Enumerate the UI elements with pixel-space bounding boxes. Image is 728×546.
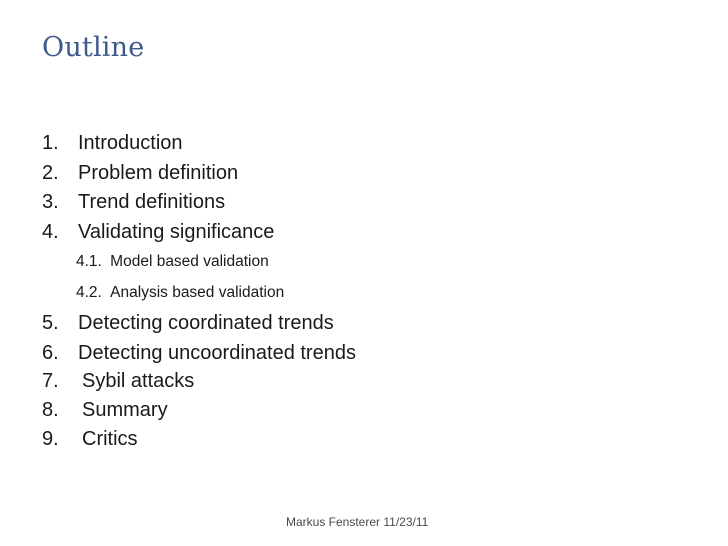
- outline-item-number: 4.2.: [76, 284, 102, 301]
- slide-title: Outline: [42, 32, 145, 63]
- outline-item-text: Detecting coordinated trends: [78, 312, 334, 334]
- outline-item-text: Validating significance: [78, 221, 275, 243]
- outline-item-number: 8.: [42, 399, 59, 421]
- outline-item-number: 7.: [42, 370, 59, 392]
- outline-item-number: 4.1.: [76, 253, 102, 270]
- outline-item-number: 3.: [42, 191, 59, 213]
- outline-item-text: Summary: [82, 399, 168, 421]
- outline-item-number: 6.: [42, 342, 59, 364]
- slide-footer: Markus Fensterer 11/23/11: [286, 515, 429, 529]
- outline-item-text: Model based validation: [110, 253, 269, 270]
- outline-item-text: Introduction: [78, 132, 183, 154]
- outline-item-text: Trend definitions: [78, 191, 226, 213]
- outline-subitem-4-1: [76, 253, 269, 273]
- outline-item-text: Sybil attacks: [82, 370, 195, 392]
- outline-item-number: 1.: [42, 132, 59, 154]
- outline-item-text: Detecting uncoordinated trends: [78, 342, 356, 364]
- outline-item-number: 2.: [42, 162, 59, 184]
- outline-subitem-4-2: [76, 284, 284, 304]
- outline-item-number: 9.: [42, 428, 59, 450]
- outline-item-text: Analysis based validation: [110, 284, 285, 301]
- outline-item-text: Critics: [82, 428, 138, 450]
- outline-item-text: Problem definition: [78, 162, 239, 184]
- outline-item-number: 4.: [42, 221, 59, 243]
- outline-item-number: 5.: [42, 312, 59, 334]
